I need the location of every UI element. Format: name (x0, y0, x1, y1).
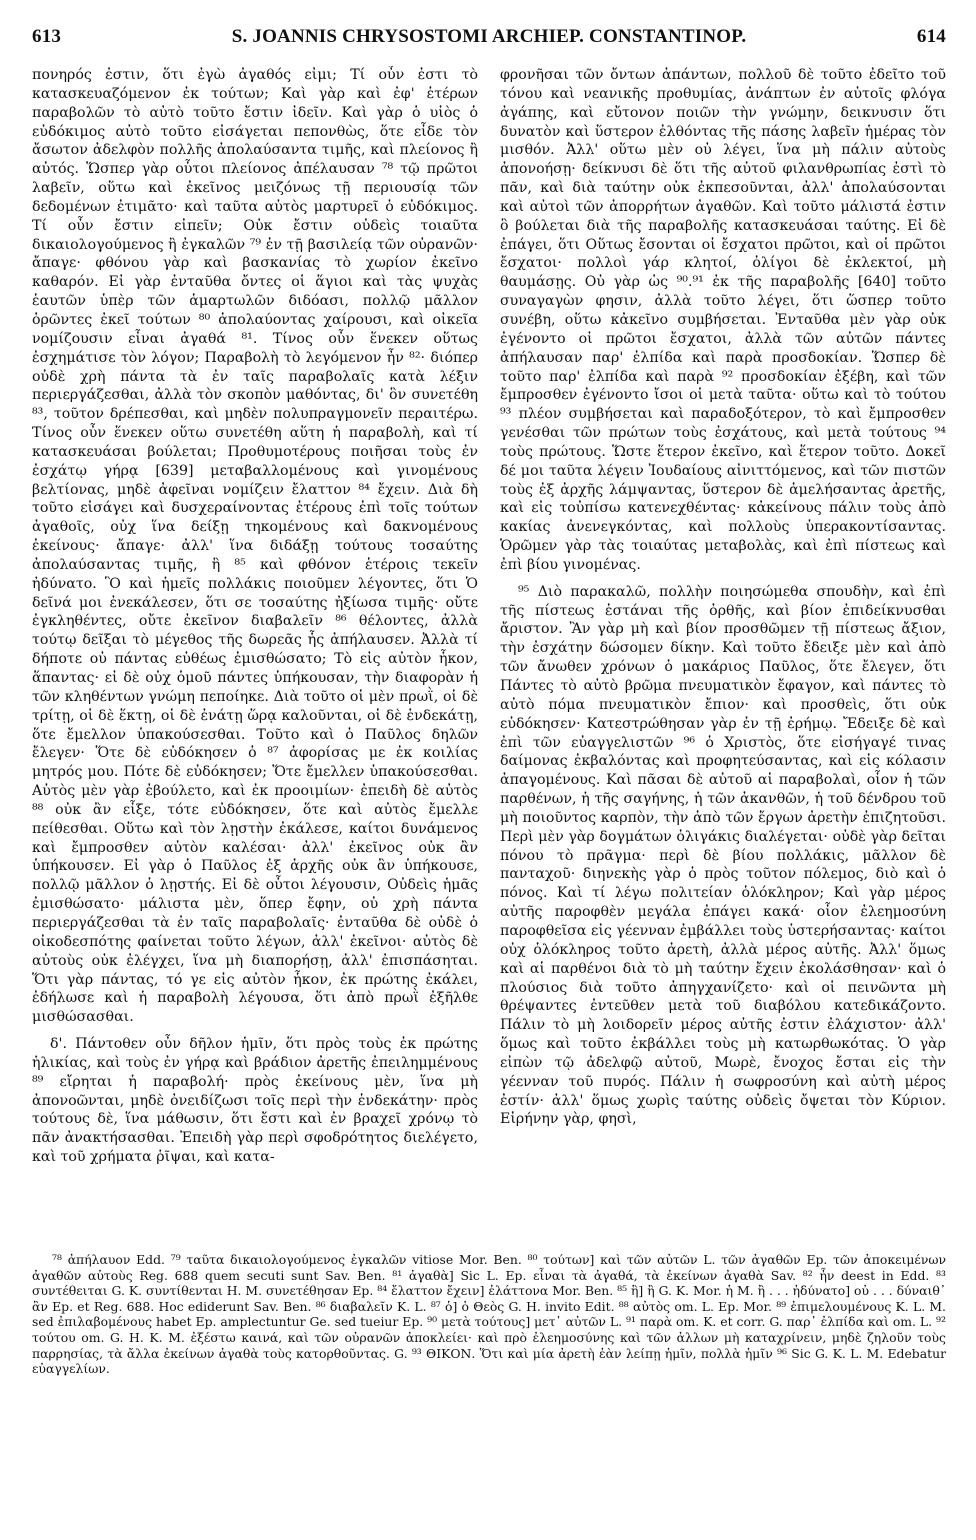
page-number-right: 614 (916, 26, 946, 47)
paragraph: ⁹⁵ Διὸ παρακαλῶ, πολλὴν ποιησώμεθα σπουδὴν, καὶ ἐπὶ τῆς πίστεως ἑστάναι τῆς ὀρθῆς, καὶ βίον ἐπιδείκνυσθαι ἄριστον. Ἂν γὰρ μὴ καὶ βίον προσθῶμεν τῇ πίστεως ἄξιον, τὴν ἐσχάτην δώσομεν δίκην. Καὶ τοῦτο ἔδειξε μὲν καὶ ἀπὸ τῶν ἄνωθεν χρόνων ὁ μακάριος Παῦλος, ὅτε ἔλεγεν, ὅτι Πάντες τὸ αὐτὸ βρῶμα πνευματικὸν ἔφαγον, καὶ πάντες τὸ αὐτὸ πόμα πνευματικὸν ἔπιον· καὶ προσθεὶς, ὅτι οὐκ εὐδόκησεν· Κατεστρώθησαν γὰρ ἐν τῇ ἐρήμῳ. Ἔδειξε δὲ καὶ ἐπὶ τῶν εὐαγγελιστῶν ⁹⁶ ὁ Χριστὸς, ὅτε εἰσήγαγέ τινας δαίμονας ἐκβαλόντας καὶ προφητεύσαντας, καὶ εἰς κόλασιν ἀπαγομένους. Καὶ πᾶσαι δὲ αὐτοῦ αἱ παραβολαὶ, οἷον ἡ τῶν παρθένων, ἡ τῆς σαγήνης, ἡ τῶν ἀκανθῶν, ἡ τοῦ δένδρου τοῦ μὴ ποιοῦντος καρπὸν, τὴν ἀπὸ τῶν ἔργων ἀρετὴν ἐπιζητοῦσι. Περὶ μὲν γὰρ δογμάτων ὀλιγάκις διαλέγεται· οὐδὲ γὰρ δεῖται πόνου τὸ πρᾶγμα· περὶ δὲ βίου πολλάκις, μᾶλλον δὲ πανταχοῦ· διηνεκὴς γὰρ ὁ πρὸς τοῦτον πόλεμος, διὸ καὶ ὁ πόνος. Καὶ τί λέγω πολιτείαν ὁλόκληρον; Καὶ γὰρ μέρος αὐτῆς παροφθὲν μεγάλα ἐπάγει κακά· οἷον ἐλεημοσύνη παροφθεῖσα εἰς γέενναν ἐμβάλλει τοὺς ὑστερήσαντας· καίτοι οὐχ ὁλόκληρος τοῦτο ἀρετὴ, ἀλλὰ μέρος αὐτῆς. Ἀλλ' ὅμως καὶ αἱ παρθένοι διὰ τὸ μὴ ταύτην ἔχειν ἐκολάσθησαν· καὶ ὁ πλούσιος διὰ τοῦτο ἀπηγχανίζετο· καὶ οἱ πεινῶντα μὴ θρέψαντες ἐντεῦθεν μετὰ τοῦ διαβόλου κατεδικάζοντο. Πάλιν τὸ μὴ λοιδορεῖν μέρος αὐτῆς ἐστιν ἐλάχιστον· ἀλλ' ὅμως καὶ τοῦτο ἐκβάλλει τοὺς μὴ κατωρθωκότας. Ὁ γὰρ εἰπὼν τῷ ἀδελφῷ αὐτοῦ, Μωρὲ, ἔνοχος ἔσται εἰς τὴν γέενναν τοῦ πυρός. Πάλιν ἡ σωφροσύνη καὶ αὐτὴ μέρος ἐστίν· ἀλλ' ὅμως χωρὶς ταύτης οὐδεὶς ὄψεται τὸν Κύριον. Εἰρήνην γὰρ, φησὶ, (500, 583, 946, 1128)
paragraph: δ'. Πάντοθεν οὖν δῆλον ἡμῖν, ὅτι πρὸς τοὺς ἐκ πρώτης ἡλικίας, καὶ τοὺς ἐν γήρᾳ καὶ βράδιον ἀρετῆς ἐπειλημμένους ⁸⁹ εἴρηται ἡ παραβολή· πρὸς ἐκείνους μὲν, ἵνα μὴ ἀπονοῶνται, μηδὲ ὀνειδίζωσι τοῖς περὶ τὴν ἑνδεκάτην· πρὸς τούτους δὲ, ἵνα μάθωσιν, ὅτι ἔστι καὶ ἐν βραχεῖ χρόνῳ τὸ πᾶν ἀνακτήσασθαι. Ἐπειδὴ γὰρ περὶ σφοδρότητος διελέγετο, καὶ τοῦ χρήματα ῥῖψαι, καὶ κατα- (32, 1036, 478, 1166)
page-header (32, 22, 946, 52)
right-column (500, 66, 946, 1240)
paragraph: φρονῆσαι τῶν ὄντων ἁπάντων, πολλοῦ δὲ τοῦτο ἐδεῖτο τοῦ τόνου καὶ νεανικῆς προθυμίας, ἀνάπτων ἐν αὐτοῖς φλόγα ἀγάπης, καὶ εὔτονον ποιῶν τὴν γνώμην, δεικνυσιν ὅτι δυνατὸν καὶ ὕστερον ἐλθόντας τῆς πάσης λαβεῖν ἡμέρας τὸν μισθόν. Ἀλλ' οὕτω μὲν οὐ λέγει, ἵνα μὴ πάλιν αὐτοὺς ἀπονοήσῃ· δείκνυσι δὲ ὅτι τῆς αὐτοῦ φιλανθρωπίας ἐστὶ τὸ πᾶν, καὶ διὰ ταύτην οὐκ ἐκπεσοῦνται, ἀλλ' ἀπολαύσονται καὶ αὐτοὶ τῶν ἀπορρήτων ἀγαθῶν. Καὶ τοῦτο μάλιστά ἐστιν ὃ βούλεται διὰ τῆς παραβολῆς κατασκευάσαι ταύτης. Εἰ δὲ ἐπάγει, ὅτι Οὕτως ἔσονται οἱ ἔσχατοι πρῶτοι, καὶ οἱ πρῶτοι ἔσχατοι· πολλοὶ γάρ κλητοί, ὀλίγοι δὲ ἐκλεκτοί, μὴ θαυμάσῃς. Οὐ γὰρ ὡς ⁹⁰.⁹¹ ἐκ τῆς παραβολῆς [640] τοῦτο συναγαγὼν φησιν, ἀλλὰ τοῦτο λέγει, ὅτι ὥσπερ τοῦτο συνέβη, οὕτω κἀκεῖνο συμβήσεται. Ἐνταῦθα μὲν γὰρ οὐκ ἐγένοντο οἱ πρῶτοι ἔσχατοι, ἀλλὰ τῶν αὐτῶν πάντες ἀπήλαυσαν παρ' ἐλπίδα καὶ παρὰ προσδοκίαν. Ὥσπερ δὲ τοῦτο παρ' ἐλπίδα καὶ παρὰ ⁹² προσδοκίαν ἐξέβη, καὶ τῶν ἔμπροσθεν ἐγένοντο ἴσοι οἱ μετὰ ταῦτα· οὕτω καὶ τὸ τούτου ⁹³ πλέον συμβήσεται καὶ παραδοξότερον, τὸ καὶ ἔμπροσθεν γενέσθαι τῶν πρώτων τοὺς ἐσχάτους, καὶ μετὰ τούτους ⁹⁴ τοὺς πρώτους. Ὥστε ἕτερον ἐκεῖνο, καὶ ἕτερον τοῦτο. Δοκεῖ δέ μοι ταῦτα λέγειν Ἰουδαίους αἰνιττόμενος, καὶ τῶν πιστῶν τοὺς ἐξ ἀρχῆς λάμψαντας, ὕστερον δὲ ἀμελήσαντας ἀρετῆς, καὶ εἰς τοὐπίσω κατενεχθέντας· κἀκείνους πάλιν τοὺς ἀπὸ κακίας ἀνενεγκόντας, καὶ πολλοὺς ὑπερακοντίσαντας. Ὁρῶμεν γὰρ τὰς τοιαύτας μεταβολὰς, καὶ ἐπὶ πίστεως καὶ ἐπὶ βίου γινομένας. (500, 67, 946, 573)
paragraph: πονηρός ἐστιν, ὅτι ἐγὼ ἀγαθός εἰμι; Τί οὖν ἐστι τὸ κατασκευαζόμενον ἐκ τούτων; Καὶ γὰρ καὶ ἐφ' ἑτέρων παραβολῶν τὸ αὐτὸ τοῦτο ἔστιν ἰδεῖν. Καὶ γὰρ ὁ υἱὸς ὁ εὐδόκιμος αὐτὸ τοῦτο εἰσάγεται πεπονθὼς, ὅτε εἶδε τὸν ἄσωτον ἀδελφὸν πολλῆς ἀπολαύσαντα τιμῆς, καὶ πλείονος ἢ αὐτός. Ὥσπερ γὰρ οὗτοι πλείονος ἀπέλαυσαν ⁷⁸ τῷ πρῶτοι λαβεῖν, οὕτω καὶ ἐκεῖνος μειζόνως τῇ περιουσίᾳ τῶν δεδομένων ἐτιμᾶτο· καὶ ταῦτα αὐτὸς μαρτυρεῖ ὁ εὐδόκιμος. Τί οὖν ἔστιν εἰπεῖν; Οὐκ ἔστιν οὐδεὶς τοιαῦτα δικαιολογούμενος ἢ ἐγκαλῶν ⁷⁹ ἐν τῇ βασιλείᾳ τῶν οὐρανῶν· ἄπαγε· φθόνου γὰρ καὶ βασκανίας τὸ χωρίον ἐκεῖνο καθαρόν. Εἰ γὰρ ἐνταῦθα ὄντες οἱ ἅγιοι καὶ τὰς ψυχὰς ἑαυτῶν ὑπὲρ τῶν ἁμαρτωλῶν διδόασι, πολλῷ μᾶλλον ὁρῶντες ἐκεῖ τούτων ⁸⁰ ἀπολαύοντας χαίρουσι, καὶ οἰκεῖα νομίζουσιν εἶναι ἀγαθά ⁸¹. Τίνος οὖν ἕνεκεν οὕτως ἐσχημάτισε τὸν λόγον; Παραβολὴ τὸ λεγόμενον ἦν ⁸²· διόπερ οὐδὲ χρὴ πάντα τὰ ἐν ταῖς παραβολαῖς κατὰ λέξιν περιεργάζεσθαι, ἀλλὰ τὸν σκοπὸν μαθόντας, δι' ὃν συνετέθη ⁸³, τοῦτον δρέπεσθαι, καὶ μηδὲν πολυπραγμονεῖν περαιτέρω. Τίνος οὖν ἕνεκεν οὕτω συνετέθη αὕτη ἡ παραβολὴ, καὶ τί κατασκευάσαι βούλεται; Προθυμοτέρους ποιῆσαι τοὺς ἐν ἐσχάτῳ γήρᾳ [639] μεταβαλλομένους καὶ γινομένους βελτίονας, μηδὲ ἀφεῖναι νομίζειν ἔλαττον ⁸⁴ ἔχειν. Διὰ δὴ τοῦτο εἰσάγει καὶ δυσχεραίνοντας ἑτέρους ἐπὶ τοῖς τούτων ἀγαθοῖς, οὐχ ἵνα δείξῃ τηκομένους καὶ δακνομένους ἐκείνους· ἄπαγε· ἀλλ' ἵνα διδάξῃ τούτους τοσαύτης ἀπολαύσαντας τιμῆς, ἣ ⁸⁵ καὶ φθόνον ἑτέροις τεκεῖν ἠδύνατο. Ὃ καὶ ἡμεῖς πολλάκις ποιοῦμεν λέγοντες, ὅτι Ὁ δεῖνά μοι ἐνεκάλεσεν, ὅτι σε τοσαύτης ἠξίωσα τιμῆς· οὔτε ἐγκληθέντες, οὔτε ἐκεῖνον διαβαλεῖν ⁸⁶ θέλοντες, ἀλλὰ τούτῳ δεῖξαι τὸ μέγεθος τῆς δωρεᾶς ἧς ἀπήλαυσεν. Ἀλλὰ τί δήποτε οὐ πάντας εὐθέως ἐμισθώσατο; Τὸ εἰς αὐτὸν ἧκον, ἅπαντας· εἰ δὲ οὐχ ὁμοῦ πάντες ὑπήκουσαν, τὴν διαφορὰν ἡ τῶν κληθέντων γνώμη πεποίηκε. Διὰ τοῦτο οἱ μὲν πρωῒ, οἱ δὲ τρίτῃ, οἱ δὲ ἕκτῃ, οἱ δὲ ἐνάτῃ ὥρᾳ καλοῦνται, οἱ δὲ ἑνδεκάτῃ, ὅτε ἔμελλον ὑπακούσεσθαι. Τοῦτο καὶ ὁ Παῦλος δηλῶν ἔλεγεν· Ὅτε δὲ εὐδόκησεν ὁ ⁸⁷ ἀφορίσας με ἐκ κοιλίας μητρός μου. Πότε δὲ εὐδόκησεν; Ὅτε ἔμελλεν ὑπακούσεσθαι. Αὐτὸς μὲν γὰρ ἐβούλετο, καὶ ἐκ προοιμίων· ἐπειδὴ δὲ αὐτὸς ⁸⁸ οὐκ ἂν εἶξε, τότε εὐδόκησεν, ὅτε καὶ αὐτὸς ἔμελλε πείθεσθαι. Οὕτω καὶ τὸν λῃστὴν ἐκάλεσε, καίτοι δυνάμενος καὶ ἔμπροσθεν αὐτὸν καλέσαι· ἀλλ' ἐκεῖνος οὐκ ἂν ὑπήκουσεν. Εἰ γὰρ ὁ Παῦλος ἐξ ἀρχῆς οὐκ ἂν ὑπήκουσε, πολλῷ μᾶλλον ὁ λῃστής. Εἰ δὲ οὗτοι λέγουσιν, Οὐδεὶς ἡμᾶς ἐμισθώσατο· μάλιστα μὲν, ὅπερ ἔφην, οὐ χρὴ πάντα περιεργάζεσθαι τὰ ἐν ταῖς παραβολαῖς· ἐνταῦθα δὲ οὐδὲ ὁ οἰκοδεσπότης φαίνεται τοῦτο λέγων, ἀλλ' ἐκεῖνοι· αὐτὸς δὲ αὐτοὺς οὐκ ἐλέγχει, ἵνα μὴ διαπορήσῃ, ἀλλ' ἐπισπάσηται. Ὅτι γὰρ πάντας, τό γε εἰς αὐτὸν ἧκον, ἐκ πρώτης ἐκάλει, ἐδήλωσε καὶ ἡ παραβολὴ λέγουσα, ὅτι ἀπὸ πρωῒ ἐξῆλθε μισθώσασθαι. (32, 67, 478, 1026)
left-column (32, 66, 478, 1240)
running-title: S. JOANNIS CHRYSOSTOMI ARCHIEP. CONSTANTINOP. (231, 26, 747, 47)
text-columns (32, 66, 946, 1240)
footnotes (32, 1252, 946, 1524)
footnote-text: ⁷⁸ ἀπήλαυον Edd. ⁷⁹ ταῦτα δικαιολογούμενος ἐγκαλῶν vitiose Mor. Ben. ⁸⁰ τούτων] καὶ τῶν αὐτῶν L. τῶν ἀγαθῶν Ep. τῶν ἀποκειμένων ἀγαθῶν αὐτοὺς Reg. 688 quem secuti sunt Sav. Ben. ⁸¹ ἀγαθὰ] Sic L. Ep. εἶναι τὰ ἀγαθά, τὰ ἐκείνων ἀγαθὰ Sav. ⁸² ἦν deest in Edd. ⁸³ συντέθειται G. K. συντίθενται H. M. συνετέθησαν Ep. ⁸⁴ ἔλαττον ἔχειν] ἐλάττονα Mor. Ben. ⁸⁵ ἣ] ἢ G. K. Mor. ἡ M. ἢ . . . ἠδύνατο] οὐ . . . δύναιθ᾽ ἂν Ep. et Reg. 688. Hoc ediderunt Sav. Ben. ⁸⁶ διαβαλεῖν K. L. ⁸⁷ ὁ] ὁ Θεὸς G. H. invito Edit. ⁸⁸ αὐτὸς om. L. Ep. Mor. ⁸⁹ ἐπιμελουμένους K. L. M. sed ἐπιλαβομένους habet Ep. amplectuntur Ge. sed tueiur Ep. ⁹⁰ μετὰ τούτους] μετ᾽ αὐτῶν L. ⁹¹ παρὰ om. K. et corr. G. παρ᾽ ἐλπίδα καὶ om. L. ⁹² τούτου om. G. H. K. M. ἐξέστω καινά, καὶ τῶν οὐρανῶν ἀποκλείει· καὶ πρὸ ἐλεημοσύνης καὶ τῶν ἀλλων μὴ καταχρίνειν, μηδὲ ζηλοῦν τοὺς παρρησίας, τὰ ἄλλα ἐκείνων ἀγαθὰ τοὺς κατορθοῦντας. G. ⁹³ ΘΙΚΟΝ. Ὅτι καὶ μία ἀρετὴ ἐὰν λείπῃ ἡμῖν, πολλὰ ἡμῖν ⁹⁶ Sic G. K. L. M. Edebatur εὐαγγελίων. (32, 1252, 946, 1377)
page-number-left: 613 (32, 26, 62, 47)
